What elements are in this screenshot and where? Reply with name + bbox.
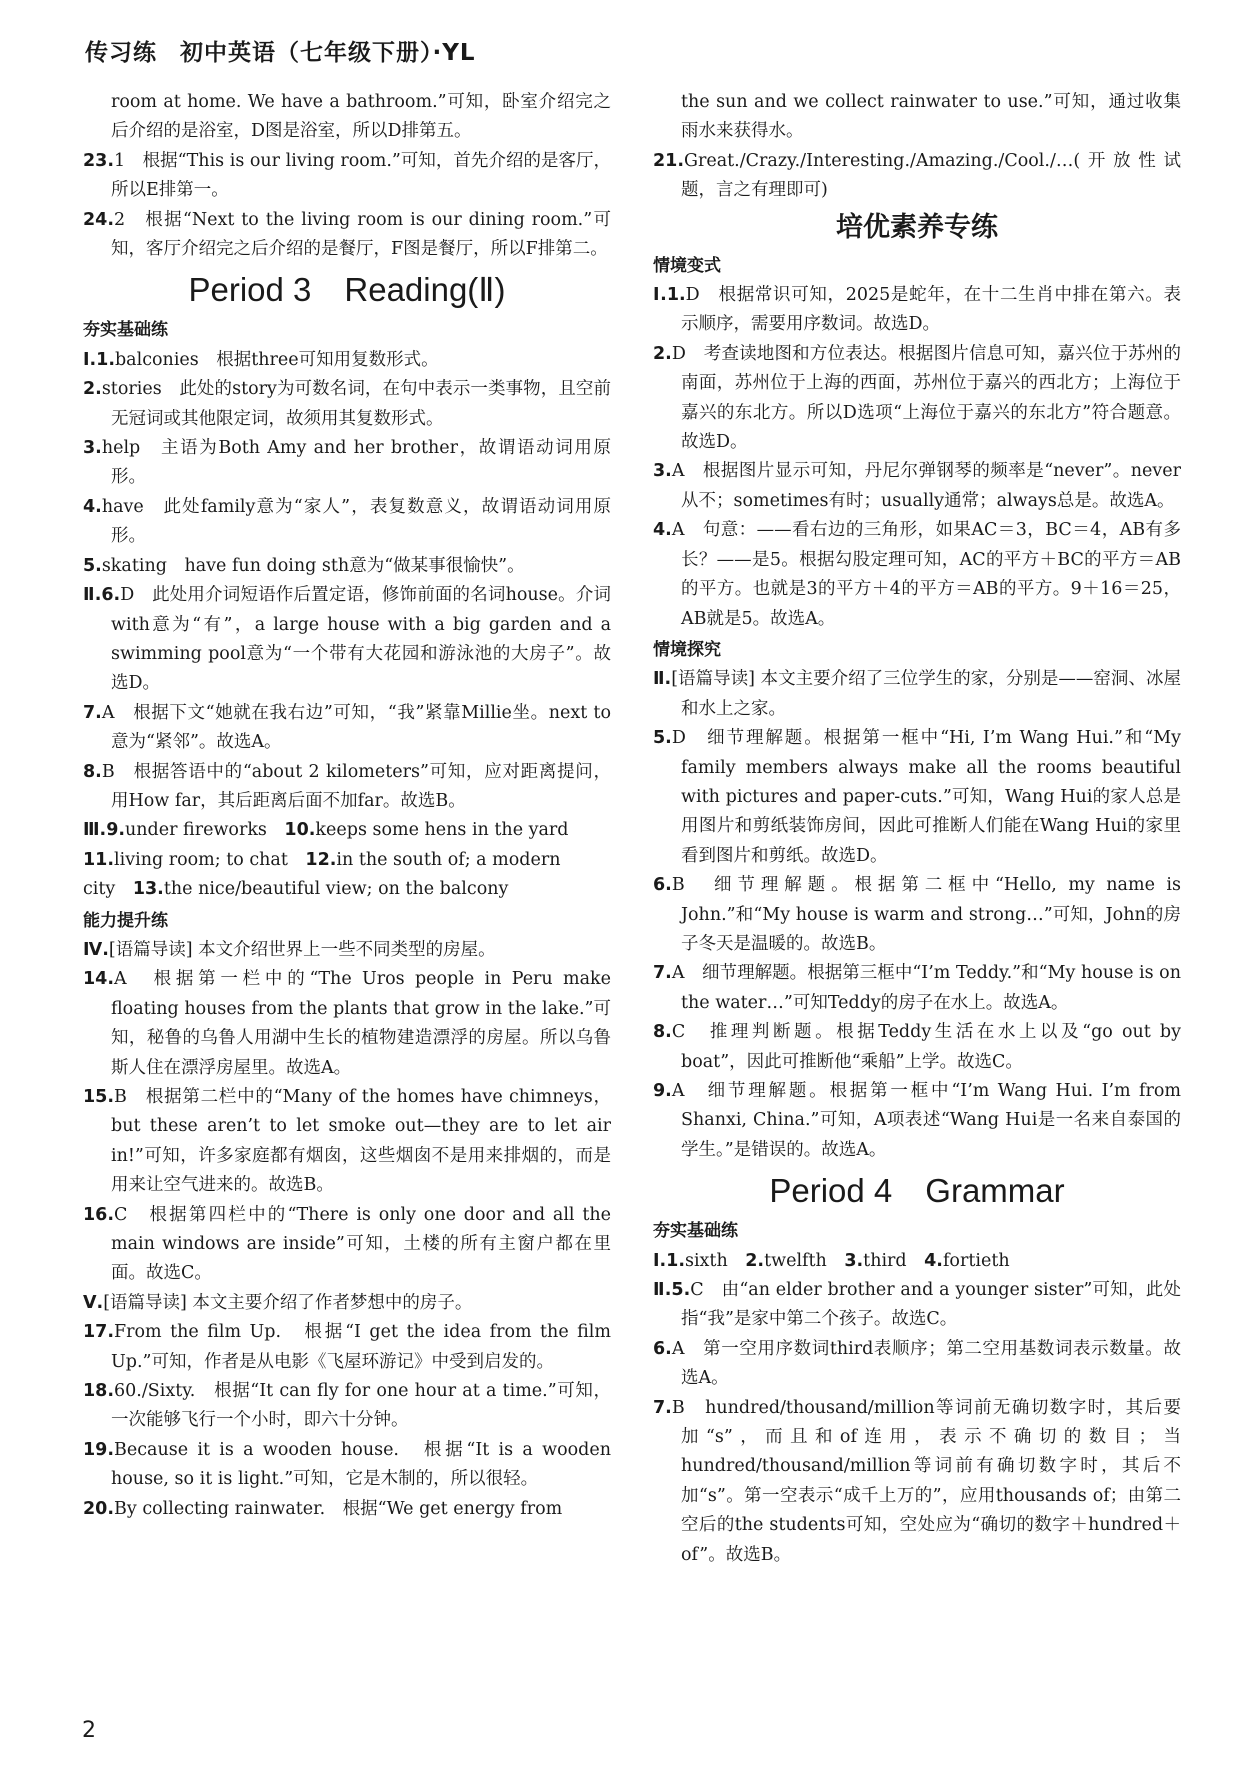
item-number: Ⅱ.6. — [83, 585, 121, 606]
answer-item — [653, 871, 1181, 959]
answer-item — [83, 1318, 611, 1377]
item-number: 12. — [305, 849, 337, 870]
item-text: fortieth — [942, 1250, 1010, 1271]
item-number: 17. — [83, 1322, 115, 1343]
answer-line — [653, 1247, 1181, 1276]
answer-item — [83, 346, 611, 375]
page-number: 2 — [82, 1718, 96, 1743]
answer-item — [83, 552, 611, 581]
section-label: 情境变式 — [653, 255, 721, 276]
item-number: 7. — [653, 963, 672, 984]
item-number: 21. — [653, 150, 685, 171]
item-number: 24. — [83, 209, 115, 230]
section-label: 夯实基础练 — [83, 320, 168, 341]
item-text: have 此处family意为“家人”，表复数意义，故谓语动词用原形。 — [101, 496, 611, 547]
item-text: stories 此处的story为可数名词，在句中表示一类事物，且空前无冠词或其他限定词，故须用其复数形式。 — [101, 379, 611, 429]
left-column — [83, 88, 611, 1524]
answer-item — [653, 665, 1181, 724]
item-text: D 细节理解题。根据第一框中“Hi, I’m Wang Hui.”和“My family members always make all the rooms beautiful with pictures and paper-cuts.”可知，Wang Hui的家人总是用图片和剪纸装饰房间，因此可推断人们能在Wang Hui的家里看到图片和剪纸。故选D。 — [671, 728, 1181, 866]
answer-item — [653, 1018, 1181, 1077]
item-number: 2. — [83, 379, 102, 400]
item-number: 14. — [83, 969, 115, 990]
item-text: under fireworks — [125, 820, 285, 841]
section-label: 夯实基础练 — [653, 1221, 738, 1242]
answer-item — [653, 959, 1181, 1018]
answer-item — [83, 1377, 611, 1436]
item-text: A 句意：——看右边的三角形，如果AC＝3，BC＝4，AB有多长？——是5。根据勾股定理可知，AC的平方＋BC的平方＝AB的平方。也就是3的平方＋4的平方＝AB的平方。9＋16＝25，AB就是5。故选A。 — [671, 520, 1181, 629]
answer-item — [653, 1276, 1181, 1335]
item-text: the nice/beautiful view; on the balcony — [163, 879, 509, 900]
column-divider — [628, 88, 629, 1708]
item-text: D 根据常识可知，2025是蛇年，在十二生肖中排在第六。表示顺序，需要用序数词。故选D。 — [681, 285, 1181, 335]
answer-item — [83, 936, 611, 965]
item-text: twelfth — [764, 1250, 845, 1271]
answer-line — [83, 816, 611, 845]
answer-item — [653, 281, 1181, 340]
item-text: C 由“an elder brother and a younger sister”可知，此处指“我”是家中第二个孩子。故选C。 — [681, 1280, 1181, 1330]
answer-item — [83, 1436, 611, 1495]
item-number: 4. — [83, 496, 102, 517]
item-number: 5. — [83, 555, 102, 576]
item-text: keeps some hens in the yard — [315, 820, 569, 841]
item-number: 11. — [83, 849, 115, 870]
item-text: in the south of; a modern — [336, 849, 561, 870]
answer-item — [83, 758, 611, 817]
answer-item — [83, 434, 611, 493]
right-column — [653, 88, 1181, 1570]
item-number: 18. — [83, 1381, 115, 1402]
book-name: 初中英语（七年级下册）·YL — [180, 40, 476, 66]
item-number: 20. — [83, 1498, 115, 1519]
item-text: balconies 根据three可知用复数形式。 — [114, 349, 439, 370]
item-text: A 细节理解题。根据第一框中“I’m Wang Hui. I’m from Shanxi, China.”可知，A项表述“Wang Hui是一名来自泰国的学生。”是错误的。故选A。 — [671, 1081, 1181, 1160]
item-number: 13. — [132, 879, 164, 900]
answer-item — [653, 1335, 1181, 1394]
item-text: living room; to chat — [114, 849, 306, 870]
item-text: B 根据第二栏中的“Many of the homes have chimneys，but these aren’t to let smoke out—they are to let air in!”可知，许多家庭都有烟囱，这些烟囱不是用来排烟的，而是用来让空气进来的。故选B。 — [111, 1087, 611, 1196]
item-text: By collecting rainwater. 根据“We get energy from — [114, 1498, 563, 1519]
item-number: 2. — [745, 1250, 765, 1271]
item-number: 7. — [653, 1397, 672, 1418]
item-text: Because it is a wooden house. 根据“It is a wooden house, so it is light.”可知，它是木制的，所以很轻。 — [111, 1439, 611, 1490]
answer-line — [83, 846, 611, 875]
section-label: 情境探究 — [653, 639, 721, 660]
item-text: A 根据图片显示可知，丹尼尔弹钢琴的频率是“never”。never从不；sometimes有时；usually通常；always总是。故选A。 — [671, 461, 1181, 511]
item-text: skating have fun doing sth意为“做某事很愉快”。 — [101, 555, 525, 576]
item-text: B 根据答语中的“about 2 kilometers”可知，应对距离提问，用How far，其后距离后面不加far。故选B。 — [101, 761, 611, 811]
answer-item — [653, 340, 1181, 458]
answer-item — [653, 724, 1181, 871]
answer-item — [83, 206, 611, 265]
item-text: C 推理判断题。根据Teddy生活在水上以及“go out by boat”，因此可推断他“乘船”上学。故选C。 — [671, 1022, 1181, 1072]
item-text: help 主语为Both Amy and her brother，故谓语动词用原形。 — [101, 438, 611, 488]
item-text: 1 根据“This is our living room.”可知，首先介绍的是客厅，所以E排第一。 — [111, 150, 611, 201]
item-text: D 此处用介词短语作后置定语，修饰前面的名词house。介词with意为“有”，a large house with a big garden and a swimming pool意为“一个带有大花园和游泳池的大房子”。故选D。 — [111, 585, 612, 694]
item-text: [语篇导读] 本文介绍世界上一些不同类型的房屋。 — [108, 939, 496, 960]
item-number: Ⅱ.5. — [653, 1280, 691, 1301]
answer-item — [83, 965, 611, 1083]
item-number: 8. — [83, 761, 102, 782]
section-title: 培优素养专练 — [836, 211, 998, 243]
item-text: D 考查读地图和方位表达。根据图片信息可知，嘉兴位于苏州的南面，苏州位于上海的西面，苏州位于嘉兴的西北方；上海位于嘉兴的东北方。所以D选项“上海位于嘉兴的东北方”符合题意。故选D。 — [671, 343, 1181, 453]
item-number: 3. — [653, 461, 672, 482]
item-number: 19. — [83, 1439, 115, 1460]
item-text: A 细节理解题。根据第三框中“I’m Teddy.”和“My house is on the water…”可知Teddy的房子在水上。故选A。 — [671, 963, 1181, 1013]
period-title: Period 3 Reading(Ⅱ) — [188, 271, 506, 309]
item-text: A 根据下文“她就在我右边”可知，“我”紧靠Millie坐。next to意为“紧邻”。故选A。 — [101, 702, 611, 753]
item-text: A 根据第一栏中的“The Uros people in Peru make floating houses from the plants that grow in the lake.”可知，秘鲁的乌鲁人用湖中生长的植物建造漂浮的房屋。所以乌鲁斯人住在漂浮房屋里。故选A。 — [111, 969, 611, 1078]
answer-item — [83, 375, 611, 434]
item-number: Ⅴ. — [83, 1292, 104, 1313]
item-number: 16. — [83, 1204, 115, 1225]
continued-text: room at home. We have a bathroom.”可知，卧室介绍完之后介绍的是浴室，D图是浴室，所以D排第五。 — [111, 92, 611, 142]
item-text: B hundred/thousand/million等词前无确切数字时，其后要加“s”，而且和of连用，表示不确切的数目；当hundred/thousand/million等词前有确切数字时，其后不加“s”。第一空表示“成千上万的”，应用thousands of；由第二空后的the students可知，空处应为“确切的数字＋hundred＋of”。故选B。 — [671, 1397, 1181, 1565]
item-number: 4. — [924, 1250, 943, 1271]
item-text: [语篇导读] 本文主要介绍了三位学生的家，分别是——窑洞、冰屋和水上之家。 — [671, 669, 1181, 719]
item-text: sixth — [684, 1250, 746, 1271]
item-number: 3. — [83, 438, 102, 459]
item-number: 10. — [284, 820, 316, 841]
item-number: 23. — [83, 150, 115, 171]
answer-item — [653, 1394, 1181, 1570]
item-text: From the film Up. 根据“I get the idea from the film Up.”可知，作者是从电影《飞屋环游记》中受到启发的。 — [111, 1322, 611, 1372]
answer-item — [83, 581, 611, 699]
item-text: B 细节理解题。根据第二框中“Hello, my name is John.”和“My house is warm and strong…”可知，John的房子冬天是温暖的。故选B。 — [671, 875, 1181, 954]
item-text: C 根据第四栏中的“There is only one door and all the main windows are inside”可知，土楼的所有主窗户都在里面。故选C。 — [111, 1204, 611, 1284]
item-number: 15. — [83, 1087, 115, 1107]
item-text: A 第一空用序数词third表顺序；第二空用基数词表示数量。故选A。 — [671, 1338, 1181, 1389]
answer-item — [83, 493, 611, 552]
item-text: [语篇导读] 本文主要介绍了作者梦想中的房子。 — [103, 1292, 473, 1313]
item-number: Ⅱ. — [653, 669, 672, 690]
item-number: 7. — [83, 702, 102, 723]
answer-line — [83, 875, 611, 904]
item-number: 2. — [653, 343, 672, 364]
item-number: 5. — [653, 728, 672, 749]
answer-item — [83, 699, 611, 758]
answer-item — [83, 1083, 611, 1201]
answer-item — [653, 147, 1181, 206]
continued-text: the sun and we collect rainwater to use.”可知，通过收集雨水来获得水。 — [681, 92, 1181, 142]
item-text: 60./Sixty. 根据“It can fly for one hour at a time.”可知，一次能够飞行一个小时，即六十分钟。 — [111, 1381, 611, 1431]
item-number: Ⅰ.1. — [83, 349, 115, 370]
item-number: Ⅲ.9. — [83, 820, 126, 841]
item-text: third — [863, 1250, 925, 1271]
item-number: 8. — [653, 1022, 672, 1043]
answer-item — [83, 1495, 611, 1524]
item-text: Great./Crazy./Interesting./Amazing./Cool./…(开放性试题，言之有理即可) — [681, 150, 1181, 201]
item-number: Ⅰ.1. — [653, 285, 686, 306]
page-header — [85, 34, 490, 67]
item-number: 4. — [653, 520, 672, 541]
item-number: 6. — [653, 1338, 672, 1359]
item-number: Ⅰ.1. — [653, 1250, 685, 1271]
series-name: 传习练 — [85, 40, 157, 66]
answer-item — [653, 1077, 1181, 1165]
item-number: Ⅳ. — [83, 939, 109, 960]
item-number: 3. — [844, 1250, 864, 1271]
item-number: 6. — [653, 875, 672, 896]
answer-item — [653, 457, 1181, 516]
period-title: Period 4 Grammar — [769, 1172, 1065, 1210]
item-number: 9. — [653, 1081, 672, 1101]
section-label: 能力提升练 — [83, 910, 168, 931]
answer-item — [83, 147, 611, 206]
item-text: city — [83, 879, 133, 900]
item-text: 2 根据“Next to the living room is our dining room.”可知，客厅介绍完之后介绍的是餐厅，F图是餐厅，所以F排第二。 — [111, 209, 611, 260]
answer-item — [83, 1201, 611, 1289]
answer-item — [83, 1289, 611, 1318]
answer-item — [653, 516, 1181, 634]
